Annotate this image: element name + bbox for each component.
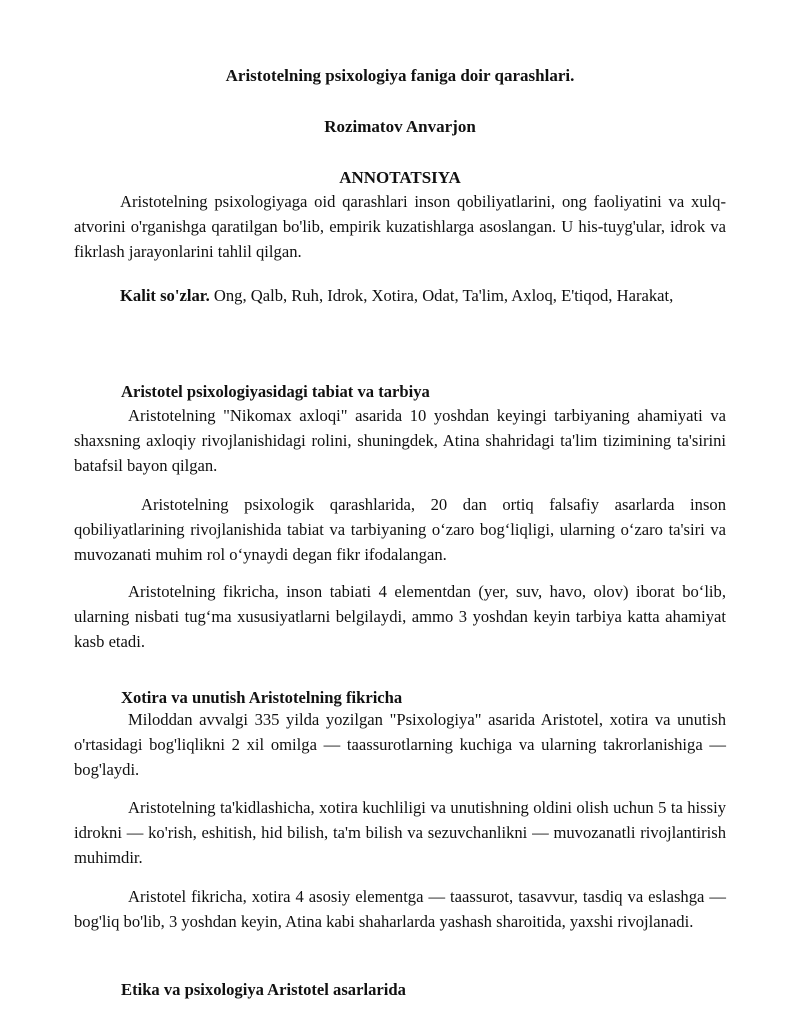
annotation-paragraph bbox=[74, 189, 726, 264]
section-1-paragraph-1: Aristotelning "Nikomax axloqi" asarida 10 yoshdan keyingi tarbiyaning ahamiyati va shaxsning axloqiy rivojlanishidagi rolini, shuningdek, Atina shahridagi ta'lim tizimining ta'sirini batafsil bayon qilgan. bbox=[74, 406, 726, 475]
section-2-paragraph-2: Aristotelning ta'kidlashicha, xotira kuchliligi va unutishning oldini olish uchun 5 ta hissiy idrokni — ko'rish, eshitish, hid bilish, ta'm bilish va sezuvchanlikni — muvozanatli rivojlantirish muhimdir. bbox=[74, 798, 726, 867]
section-2-paragraph-3: Aristotel fikricha, xotira 4 asosiy elementga — taassurot, tasavvur, tasdiq va eslashga — bog'liq bo'lib, 3 yoshdan keyin, Atina kabi shaharlarda yashash sharoitida, yaxshi rivojlanadi. bbox=[74, 887, 726, 931]
section-heading-ethics-psychology: Etika va psixologiya Aristotel asarlarida bbox=[121, 980, 406, 999]
section-1-paragraph-3: Aristotelning fikricha, inson tabiati 4 elementdan (yer, suv, havo, olov) iborat bo‘lib, ularning nisbati tug‘ma xususiyatlarni belgilaydi, ammo 3 yoshdan keyin tarbiya katta ahamiyat kasb etadi. bbox=[74, 582, 726, 651]
keywords-list: Ong, Qalb, Ruh, Idrok, Xotira, Odat, Ta'lim, Axloq, E'tiqod, Harakat, bbox=[209, 286, 674, 305]
keywords-label: Kalit so'zlar. bbox=[120, 286, 210, 305]
annotation-heading: ANNOTATSIYA bbox=[339, 168, 461, 187]
keywords-paragraph bbox=[74, 283, 726, 308]
section-1-paragraph-2: Aristotelning psixologik qarashlarida, 20 dan ortiq falsafiy asarlarda inson qobiliyatlarining rivojlanishida tabiat va tarbiyaning o‘zaro bog‘liqligi, ularning o‘zaro ta'siri va muvozanati muhim rol o‘ynaydi degan fikr ifodalangan. bbox=[74, 495, 726, 564]
section-heading-nature-upbringing: Aristotel psixologiyasidagi tabiat va tarbiya bbox=[121, 382, 430, 401]
section-heading-memory-forgetting: Xotira va unutish Aristotelning fikricha bbox=[121, 688, 403, 707]
annotation-text: Aristotelning psixologiyaga oid qarashlari inson qobiliyatlarini, ong faoliyatini va xulq-atvorini o'rganishga qaratilgan bo'lib, empirik kuzatishlarga asoslangan. U his-tuyg'ular, idrok va fikrlash jarayonlarini tahlil qilgan. bbox=[74, 192, 726, 261]
section-2-paragraph-1: Miloddan avvalgi 335 yilda yozilgan "Psixologiya" asarida Aristotel, xotira va unutish o'rtasidagi bog'liqlikni 2 xil omilga — taassurotlarning kuchiga va ularning takrorlanishiga — bog'laydi. bbox=[74, 710, 726, 779]
document-title: Aristotelning psixologiya faniga doir qarashlari. bbox=[225, 66, 575, 85]
author-name: Rozimatov Anvarjon bbox=[324, 117, 476, 136]
